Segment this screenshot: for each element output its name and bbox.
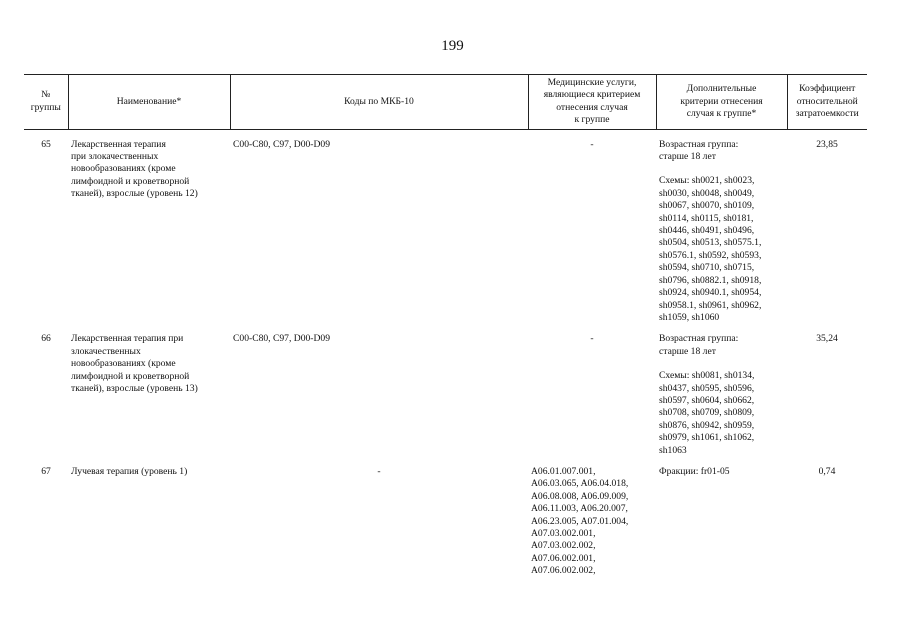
row-coef: 23,85 (816, 138, 838, 150)
row-schemes: Схемы: sh0081, sh0134, sh0437, sh0595, sh0596, sh0597, sh0604, sh0662, sh0708, sh0709, sh0809, sh0876, sh0942, sh0959, sh0979, sh1061, sh1062, sh1063 (659, 370, 755, 456)
row-schemes: Схемы: sh0021, sh0023, sh0030, sh0048, sh0049, sh0067, sh0070, sh0109, sh0114, sh0115, sh0181, sh0446, sh0491, sh0496, sh0504, sh0513, sh0575.1, sh0576.1, sh0592, sh0593, sh0594, sh0710, sh0715, sh0796, sh0882.1, sh0918, sh0924, sh0940.1, sh0954, sh0958.1, sh0961, sh0962, sh1059, sh1060 (659, 175, 762, 323)
header-criteria: Дополнительные критерии отнесения случая к группе* (656, 75, 787, 130)
row-codes: C00-C80, C97, D00-D09 (233, 333, 331, 345)
table-row (24, 324, 867, 457)
ksg-table (24, 74, 867, 578)
row-num: 65 (41, 138, 51, 150)
row-criteria (656, 129, 787, 324)
row-criteria (656, 324, 787, 457)
row-coef: 0,74 (818, 465, 836, 477)
row-age: Возрастная группа: старше 18 лет (659, 138, 739, 163)
row-criteria (656, 457, 787, 578)
row-services: - (590, 138, 594, 150)
header-name: Наименование* (68, 75, 230, 130)
row-services: A06.01.007.001, A06.03.065, A06.04.018, A06.08.008, A06.09.009, A06.11.003, A06.20.007, A06.23.005, A07.01.004, A07.03.002.001, A07.03.002.002, A07.06.002.001, A07.06.002.002, (531, 465, 629, 577)
row-codes: - (377, 465, 381, 477)
header-services: Медицинские услуги, являющиеся критерием отнесения случая к группе (528, 75, 656, 130)
row-age: Возрастная группа: старше 18 лет (659, 333, 739, 357)
page-number: 199 (441, 38, 464, 54)
row-codes: C00-C80, C97, D00-D09 (233, 138, 331, 150)
row-coef: 35,24 (816, 333, 838, 345)
header-num: № группы (24, 75, 68, 130)
table-header-row (24, 75, 867, 130)
table-row (24, 129, 867, 324)
header-codes: Коды по МКБ-10 (230, 75, 528, 130)
row-age: Фракции: fr01-05 (659, 465, 730, 477)
row-num: 67 (41, 465, 51, 477)
row-name: Лекарственная терапия при злокачественных новообразованиях (кроме лимфоидной и кроветворной тканей), взрослые (уровень 12) (71, 138, 198, 200)
header-coef: Коэффициент относительной затратоемкости (787, 75, 867, 130)
row-name: Лучевая терапия (уровень 1) (71, 465, 188, 477)
table-row (24, 457, 867, 578)
row-services: - (590, 333, 594, 345)
row-num: 66 (41, 333, 51, 345)
row-name: Лекарственная терапия при злокачественных новообразованиях (кроме лимфоидной и кроветворной тканей), взрослые (уровень 13) (71, 333, 198, 394)
